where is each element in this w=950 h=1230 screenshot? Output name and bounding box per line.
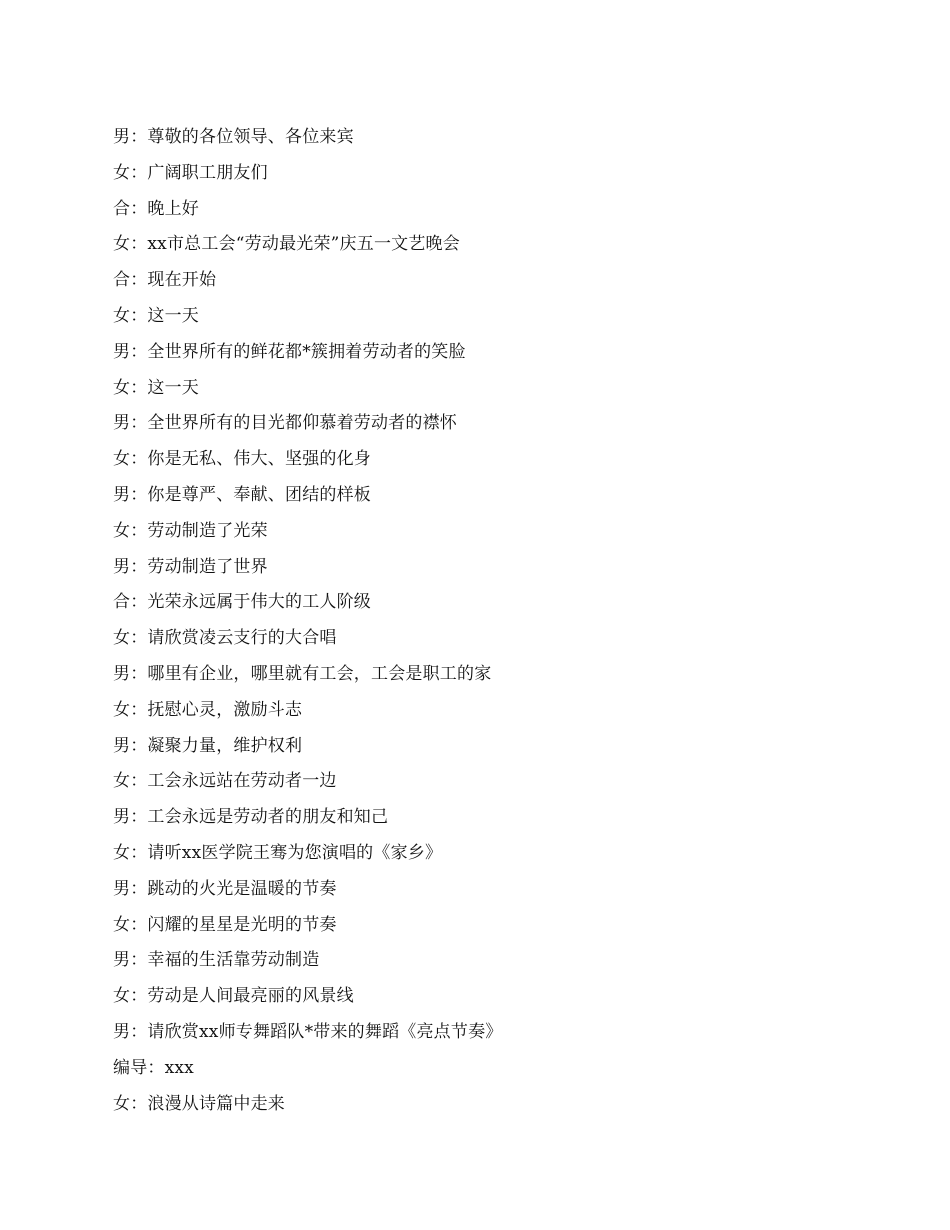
script-line: 男：你是尊严、奉献、团结的样板	[113, 484, 371, 505]
script-line: 女：这一天	[113, 305, 199, 326]
script-line: 男：哪里有企业，哪里就有工会，工会是职工的家	[113, 663, 492, 684]
script-line: 合：晚上好	[113, 198, 199, 219]
script-line: 合：现在开始	[113, 270, 217, 291]
script-line: 女：闪耀的星星是光明的节奏	[113, 914, 337, 935]
script-lines	[113, 123, 873, 1125]
script-line: 女：请听xx医学院王骞为您演唱的《家乡》	[113, 842, 443, 863]
script-line: 女：你是无私、伟大、坚强的化身	[113, 449, 371, 470]
script-line: 女：这一天	[113, 377, 199, 398]
script-line: 男：劳动制造了世界	[113, 556, 268, 577]
script-line: 男：跳动的火光是温暖的节奏	[113, 878, 337, 899]
script-line: 女：xx市总工会“劳动最光荣”庆五一文艺晚会	[113, 234, 460, 255]
script-line: 女：工会永远站在劳动者一边	[113, 771, 337, 792]
script-line: 男：尊敬的各位领导、各位来宾	[113, 127, 354, 147]
script-line: 女：广阔职工朋友们	[113, 162, 268, 183]
script-line: 男：幸福的生活靠劳动制造	[113, 950, 320, 971]
script-line: 男：工会永远是劳动者的朋友和知己	[113, 807, 389, 828]
script-line: 男：凝聚力量，维护权利	[113, 735, 303, 756]
script-line: 男：全世界所有的鲜花都*簇拥着劳动者的笑脸	[113, 341, 466, 362]
script-line: 女：劳动是人间最亮丽的风景线	[113, 986, 354, 1007]
script-line: 女：浪漫从诗篇中走来	[113, 1093, 285, 1114]
script-line: 男：请欣赏xx师专舞蹈队*带来的舞蹈《亮点节奏》	[113, 1021, 503, 1042]
script-line: 编导：xxx	[113, 1057, 194, 1078]
script-line: 男：全世界所有的目光都仰慕着劳动者的襟怀	[113, 413, 457, 434]
script-line: 女：请欣赏凌云支行的大合唱	[113, 628, 337, 649]
script-line: 合：光荣永远属于伟大的工人阶级	[113, 592, 371, 613]
script-line: 女：抚慰心灵，激励斗志	[113, 699, 303, 720]
script-line: 女：劳动制造了光荣	[113, 520, 268, 541]
